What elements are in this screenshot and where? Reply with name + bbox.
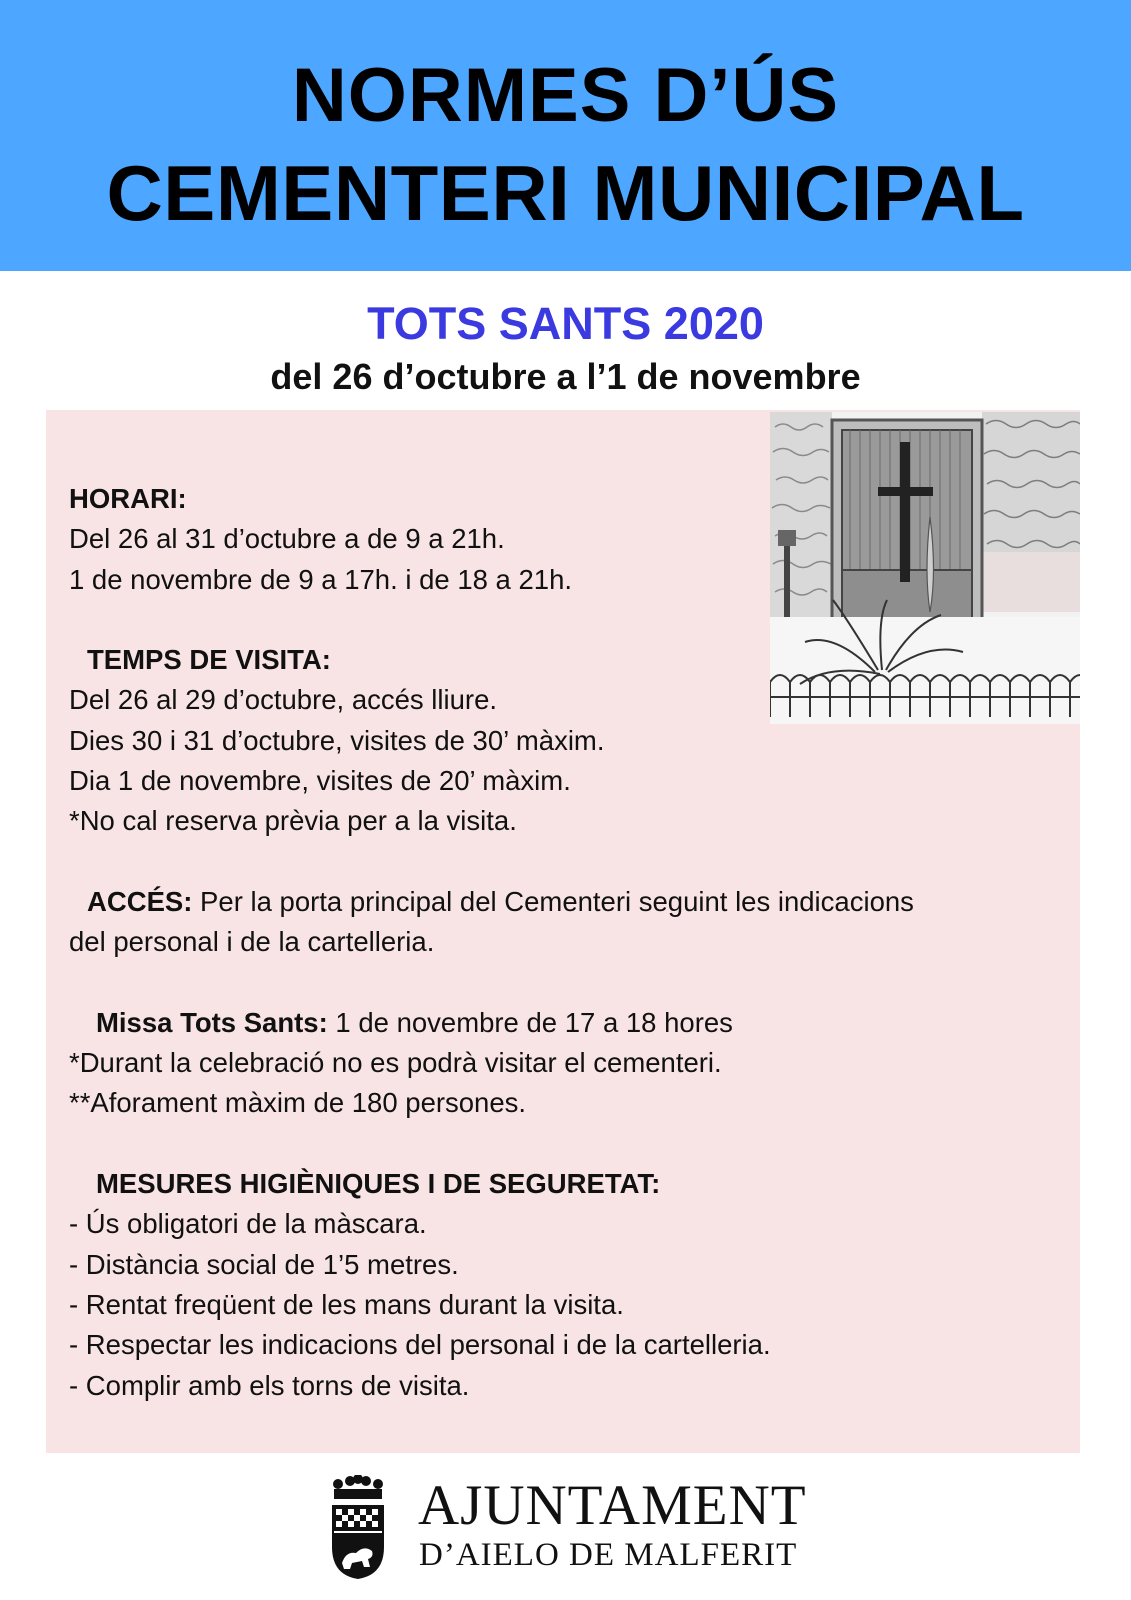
missa-text-1: 1 de novembre de 17 a 18 hores [327,1006,733,1038]
info-content [69,479,1069,1406]
event-dates: del 26 d’octubre a l’1 de novembre [270,356,861,397]
coat-of-arms-icon [328,1475,388,1580]
horari-line-2: 1 de novembre de 9 a 17h. i de 18 a 21h. [69,563,573,595]
org-name: AJUNTAMENT [418,1474,807,1537]
mesures-heading: MESURES HIGIÈNIQUES I DE SEGURETAT: [96,1168,661,1200]
org-locality: D’AIELO DE MALFERIT [419,1537,798,1573]
horari-line-1: Del 26 al 31 d’octubre a de 9 a 21h. [69,523,505,555]
missa-line-2: *Durant la celebració no es podrà visitar el cementeri. [69,1047,722,1079]
acces-line-2: del personal i de la cartelleria. [69,926,435,958]
mesures-item-3: - Rentat freqüent de les mans durant la visita. [69,1288,624,1320]
temps-visita-line-3: Dia 1 de novembre, visites de 20’ màxim. [69,765,571,797]
temps-visita-line-2: Dies 30 i 31 d’octubre, visites de 30’ màxim. [69,724,605,756]
horari-heading: HORARI: [69,483,187,514]
title-line-2: CEMENTERI MUNICIPAL [106,149,1025,237]
acces-text-1: Per la porta principal del Cementeri seguint les indicacions [192,885,914,917]
missa-heading: Missa Tots Sants: [96,1006,328,1038]
acces-line-1 [69,882,1069,922]
title-line-1: NORMES D’ÚS [291,53,840,138]
mesures-item-2: - Distància social de 1’5 metres. [69,1248,459,1280]
footer [0,1465,1131,1585]
temps-visita-line-4: *No cal reserva prèvia per a la visita. [69,805,517,837]
acces-heading: ACCÉS: [87,885,193,917]
event-title: TOTS SANTS 2020 [367,298,764,349]
missa-line-1 [69,1003,1069,1043]
mesures-item-5: - Complir amb els torns de visita. [69,1369,470,1401]
header-banner [0,0,1131,271]
temps-visita-heading: TEMPS DE VISITA: [87,644,331,676]
mesures-item-1: - Ús obligatori de la màscara. [69,1208,427,1240]
mesures-item-4: - Respectar les indicacions del personal i de la cartelleria. [69,1329,771,1361]
temps-visita-line-1: Del 26 al 29 d’octubre, accés lliure. [69,684,498,716]
missa-line-3: **Aforament màxim de 180 persones. [69,1087,527,1119]
